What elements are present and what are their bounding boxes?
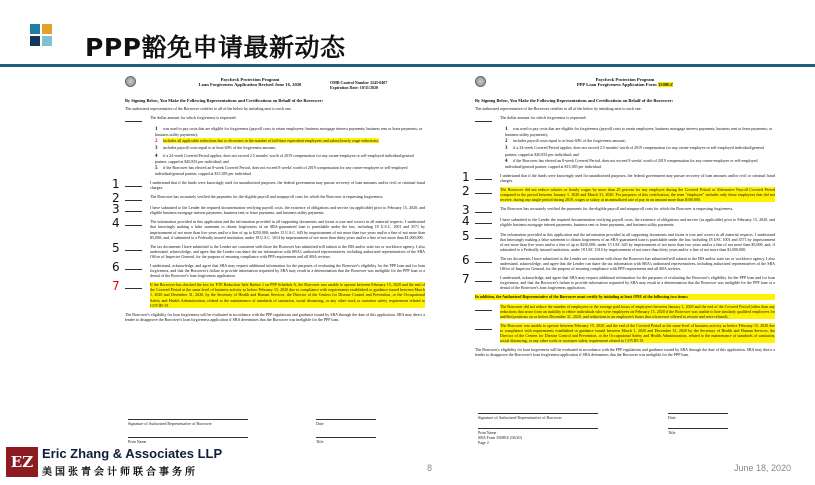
form-title-line: Loan Forgiveness Application Revised June 16, 2020 [198, 82, 302, 88]
intro-text: The authorized representative of the Borrower certifies to all of the below by initialing next to each one. [475, 106, 642, 112]
sub-item [505, 138, 775, 144]
closing-text: The Borrower's eligibility for loan forgiveness will be evaluated in accordance with the PPP regulations and guidance issued by SBA through the date of this application. SBA may direct a lender to disapprove the Borrower's loan forgiveness application if SBA determines that the Borrower was ineligible for the PPP loan. [475, 347, 775, 358]
firm-name: Eric Zhang & Associates LLP [42, 446, 223, 461]
form-title-line1: Paycheck Protection Program [595, 77, 655, 82]
sba-seal-icon [475, 76, 486, 87]
sub-item [155, 165, 425, 176]
sub-item-text: if a 24-week Covered Period applies, does not exceed 2.5 months' worth of 2019 compensation for any owner-employee or self-employed individual/general partner, capped at $20,833 per individual; and [155, 152, 414, 164]
omb-line: OMB Control Number 3245-0407 [330, 80, 388, 85]
item-number-6: 6 [112, 259, 120, 274]
cert-row [475, 206, 775, 213]
date-label: Date [316, 419, 376, 426]
initial-blank[interactable] [475, 325, 492, 330]
item-number-1: 1 [112, 176, 120, 191]
omb-line: Expiration Date: 10/31/2020 [330, 85, 378, 90]
form-header [125, 76, 425, 96]
sba-seal-icon [125, 76, 136, 87]
initial-blank[interactable] [475, 234, 492, 239]
cert-items [125, 180, 425, 308]
sub-item-number: 5 [155, 165, 158, 171]
cert-text: The Borrower was unable to operate between February 15, 2020, and the end of the Covered Period at the same level of business activity as before February 15, 2020 due to compliance with requirements established or guidance issued between March 1, 2020 and December 31, 2020 by the Secretary of Health and Human Services, the Director of the Centers for Disease Control and Prevention, or the Occupational Safety and Health Administration, related to the maintenance of standards of sanitation, social distancing, or any other work or customer safety requirement related to COVID-19. [500, 322, 775, 344]
sub-item-text: was used to pay costs that are eligible for forgiveness (payroll costs to retain employees; business mortgage interest payments; business rent or lease payments; or business utility payments); [155, 126, 423, 138]
logo-square-light [42, 36, 52, 46]
item-number-1: 1 [462, 169, 470, 184]
initial-blank[interactable] [475, 189, 492, 194]
cert-row [475, 173, 775, 183]
cert-row [125, 180, 425, 190]
cert-row [475, 304, 775, 319]
sub-item-number: 2 [155, 139, 158, 145]
sub-item-text: includes payroll costs equal to at least 60% of the forgiveness amount; [163, 145, 276, 151]
cert-row [475, 275, 775, 290]
cert-text: The Borrower did not reduce salaries or hourly wages by more than 25 percent for any employee during the Covered Period or Alternative Payroll Covered Period compared to the period between January 1, 2020 and March 31, 2020. For purposes of this certification, the term "employee" includes only those employees that did not receive, during any single period during 2019, wages or salary at an annualized rate of pay in an amount more than $100,000. [500, 187, 775, 203]
cert-row [475, 232, 775, 252]
date-line [668, 413, 728, 420]
cert-row [475, 256, 775, 271]
print-name-label: Print Name [478, 428, 598, 435]
initial-blank[interactable] [475, 306, 492, 311]
cert-text: The Borrower has accurately verified the payments for the eligible payroll and nonpayroll costs for which the Borrower is requesting forgiveness. [150, 194, 384, 200]
firm-logo: EZ [6, 447, 38, 477]
sub-item [155, 126, 425, 137]
slide-title: PPP豁免申请最新动态 [85, 33, 346, 62]
sub-item [155, 138, 425, 144]
slide-date: June 18, 2020 [734, 463, 792, 473]
sub-item [505, 145, 775, 156]
cert-row [125, 219, 425, 239]
initial-blank[interactable] [475, 208, 492, 213]
print-name-line [478, 428, 598, 445]
signature-line [128, 419, 248, 426]
item-number-6: 6 [462, 252, 470, 267]
sub-item [505, 158, 775, 169]
initial-blank[interactable] [125, 246, 142, 251]
sub-item-text: includes payroll costs equal to at least 60% of the forgiveness amount; [513, 138, 626, 144]
initial-blank[interactable] [475, 277, 492, 282]
sub-item-text: if a 24-week Covered Period applies, does not exceed 2.5 months' worth of 2019 compensation for any owner-employee or self-employed individual/general partner, capped at $20,833 per individual; and [505, 145, 764, 157]
signature-line [478, 413, 598, 420]
cert-text: I understand, acknowledge, and agree that SBA may request additional information for the purposes of evaluating the Borrower's eligibility for the PPP loan and for loan forgiveness, and that the Borrower's failure to provide information requested by SBA may result in a determination that the Borrower was ineligible for the PPP loan or a denial of the Borrower's loan forgiveness application. [150, 262, 425, 279]
sub-items [475, 126, 775, 169]
cert-row [475, 217, 775, 227]
cert-row [125, 263, 425, 278]
form-title-line2 [555, 82, 695, 87]
print-name-label: Print Name [128, 437, 248, 444]
sub-item [155, 145, 425, 151]
title-divider [0, 64, 815, 67]
title-label: Title [668, 428, 728, 435]
sub-item-text: includes all applicable reductions due to decreases in the number of full-time equivalent employees and salary/hourly wage reductions; [163, 138, 380, 144]
form-code-footer: SBA Form 3508EZ (06/20) [478, 435, 522, 440]
initial-blank[interactable] [475, 219, 492, 224]
cert-text: I understand that if the funds were knowingly used for unauthorized purposes, the federal government may pursue recovery of loan amounts and/or civil or criminal fraud charges. [150, 179, 425, 191]
cert-text: The information provided in this application and the information provided in all supporting documents and forms is true and correct in all material respects. I understand that knowingly making a false statement to obtain forgiveness of an SBA-guaranteed loan is punishable under the law, including 18 U.S.C. 1001 and 3571 by imprisonment of not more than five years and/or a fine of up to $250,000; under 15 U.S.C. 645 by imprisonment of not more than two years and/or a fine of not more than $5,000; and, if submitted to a Federally insured institution, under 18 U.S.C. 1014 by imprisonment of not more than thirty years and/or a fine of not more than $1,000,000. [150, 219, 425, 240]
signing-heading: By Signing Below, You Make the Following Representations and Certifications on Behalf of the Borrower: [125, 98, 324, 103]
sub-item-number: 2 [505, 139, 508, 145]
cert-row [475, 187, 775, 202]
form-title-line: Paycheck Protection Program [220, 77, 280, 82]
initial-blank[interactable] [475, 117, 492, 122]
item-number-2: 2 [112, 191, 120, 206]
sub-item-number: 4 [505, 158, 508, 164]
cert-text: I have submitted to the Lender the required documentation verifying payroll costs, the existence of obligations and service (as applicable) prior to February 15, 2020, and eligible business mortgage interest payments, business rent or lease payments, and business utility payments. [500, 217, 775, 228]
amount-row [125, 115, 425, 122]
initial-blank[interactable] [125, 196, 142, 201]
sub-item-text: if the Borrower has elected an 8-week Covered Period, does not exceed 8 weeks' worth of 2019 compensation for any owner-employee or self-employed individual/general partner, capped at $15,385 per individual. [505, 157, 758, 169]
form-title [180, 77, 320, 88]
sub-item-number: 1 [505, 127, 508, 133]
initial-blank[interactable] [475, 175, 492, 180]
sub-item-number: 3 [505, 146, 508, 152]
cert-text: The Borrower did not reduce the number of employees or the average paid hours of employees between January 1, 2020 and the end of the Covered Period (other than any reductions that arose from an inability to rehire individuals who were employees on February 15, 2020 if the Borrower was unable to hire similarly qualified employees for unfilled positions on or before December 31, 2020, and reductions in an employee's hours that a borrower offered to restore and were refused). [500, 303, 775, 319]
signature-label: Signature of Authorized Representative of Borrower [478, 413, 598, 420]
cert-row [125, 194, 425, 201]
addition-line: In addition, the Authorized Representative of the Borrower must certify by initialing at least ONE of the following two items: [475, 294, 775, 299]
firm-name-cn: 美国张青会计师联合事务所 [42, 467, 198, 478]
signing-heading: By Signing Below, You Make the Following Representations and Certifications on Behalf of the Borrower: [475, 98, 674, 103]
sub-item-number: 3 [155, 146, 158, 152]
page-number: 8 [427, 463, 433, 473]
title-label: Title [316, 437, 376, 444]
amount-intro: The dollar amount for which forgiveness is requested: [150, 115, 237, 121]
intro-text: The authorized representative of the Borrower certifies to all of the below by initialing next to each one. [125, 106, 292, 112]
item-number-3: 3 [112, 202, 120, 217]
initial-blank[interactable] [125, 207, 142, 212]
sub-item-text: was used to pay costs that are eligible for forgiveness (payroll costs to retain employees; business mortgage interest payments; business rent or lease payments; or business utility payments); [505, 126, 773, 138]
initial-blank[interactable] [125, 284, 142, 289]
sub-item [155, 153, 425, 164]
cert-row [125, 282, 425, 307]
title-line [668, 428, 728, 435]
item-number-7: 7 [462, 272, 470, 287]
cert-row [125, 244, 425, 259]
item-number-2: 2 [462, 184, 470, 199]
form-3508ez-page [475, 76, 775, 360]
cert-text: I have submitted to the Lender the required documentation verifying payroll costs, the existence of obligations and service (as applicable) prior to February 15, 2020, and eligible business mortgage interest payments, business rent or lease payments, and business utility payments. [150, 205, 425, 216]
amount-intro: The dollar amount for which forgiveness is requested: [500, 115, 587, 121]
form-3508-page [125, 76, 425, 325]
sub-item-number: 4 [155, 153, 158, 159]
cert-text: The Borrower has accurately verified the payments for the eligible payroll and nonpayroll costs for which the Borrower is requesting forgiveness. [500, 206, 734, 212]
signature-label: Signature of Authorized Representative of Borrower [128, 419, 248, 426]
form-page-label: Page 2 [478, 440, 489, 445]
cert-text: The information provided in this application and the information provided in all supporting documents and forms is true and correct in all material respects. I understand that knowingly making a false statement to obtain forgiveness of an SBA-guaranteed loan is punishable under the law, including 18 USC 1001 and 3571 by imprisonment of not more than five years and/or a fine of up to $250,000; under 15 USC 645 by imprisonment of not more than two years and/or a fine of not more than $5,000; and, if submitted to a Federally insured institution, under 18 USC 1014 by imprisonment of not more than thirty years and/or a fine of not more than $1,000,000. [500, 231, 775, 252]
date-line [316, 419, 376, 426]
form-header [475, 76, 775, 96]
closing-text: The Borrower's eligibility for loan forgiveness will be evaluated in accordance with the PPP regulations and guidance issued by SBA through the date of this application. SBA may direct a lender to disapprove the Borrower's loan forgiveness application if SBA determines that the Borrower was ineligible for the PPP loan. [125, 311, 425, 322]
date-label: Date [668, 413, 728, 420]
item-number-5: 5 [462, 228, 470, 243]
title-line [316, 437, 376, 444]
omb-number [330, 80, 425, 90]
form-title-prefix: PPP Loan Forgiveness Application Form [576, 82, 658, 88]
initial-blank[interactable] [125, 182, 142, 187]
item-number-3: 3 [462, 203, 470, 218]
item-number-4: 4 [462, 214, 470, 229]
amount-row [475, 115, 775, 122]
form-title [555, 77, 695, 88]
logo-square-gold [42, 24, 52, 34]
logo-square-teal [30, 24, 40, 34]
extra-items [475, 304, 775, 344]
initial-blank[interactable] [125, 117, 142, 122]
item-number-5: 5 [112, 240, 120, 255]
print-name-line [128, 437, 248, 444]
initial-blank[interactable] [125, 265, 142, 270]
cert-row [475, 323, 775, 343]
sub-item [505, 126, 775, 137]
cert-text: I understand that if the funds were knowingly used for unauthorized purposes, the federal government may pursue recovery of loan amounts and/or civil or criminal fraud charges. [500, 172, 775, 183]
initial-blank[interactable] [475, 258, 492, 263]
cert-row [125, 205, 425, 215]
cert-text: If the Borrower has checked the box for FTE Reduction Safe Harbor 1 on PPP Schedule A, the Borrower was unable to operate between February 15, 2020 and the end of the Covered Period at the same level of business activity as before February 15, 2020 due to compliance with requirements established or guidance issued between March 1, 2020 and December 31, 2020, by the Secretary of Health and Human Services, the Director of the Centers for Disease Control and Prevention, or the Occupational Safety and Health Administration, related to the maintenance of standards of sanitation, social distancing, or any other work or customer safety requirement related to COVID-19. [150, 282, 425, 308]
form-code-highlight: 3508EZ [657, 82, 674, 88]
initial-blank[interactable] [125, 221, 142, 226]
sub-item-text: if the Borrower has elected an 8-week Covered Period, does not exceed 8 weeks' worth of 2019 compensation for any owner-employee or self-employed individual/general partner, capped at $15,385 per individual. [155, 164, 408, 176]
sub-item-number: 1 [155, 127, 158, 133]
cert-items [475, 173, 775, 291]
logo-square-navy [30, 36, 40, 46]
cert-text: I understand, acknowledge, and agree that SBA may request additional information for the purposes of evaluating the Borrower's eligibility for the PPP loan and for loan forgiveness, and that the Borrower's failure to provide information requested by SBA may result in a determination that the Borrower was ineligible for the PPP loan or a denial of the Borrower's loan forgiveness application. [500, 275, 775, 291]
item-number-4: 4 [112, 216, 120, 231]
item-number-7: 7 [112, 279, 120, 294]
sub-items [125, 126, 425, 176]
cert-text: The tax documents I have submitted to the Lender are consistent with those the Borrower has submitted/will submit to the IRS and/or state tax or workforce agency. I also understand, acknowledge, and agree that the Lender can share the tax information with SBA's authorized representatives, including authorized representatives of the SBA Office of Inspector General, for the purpose of ensuring compliance with PPP requirements and all SBA reviews. [500, 255, 775, 272]
cert-text: The tax documents I have submitted to the Lender are consistent with those the Borrower has submitted/will submit to the IRS and/or state tax or workforce agency. I also understand, acknowledge, and agree that the Lender can share the tax information with SBA's authorized representatives, including authorized representatives of the SBA Office of Inspector General, for the purpose of ensuring compliance with PPP requirements and all SBA reviews. [150, 243, 425, 259]
